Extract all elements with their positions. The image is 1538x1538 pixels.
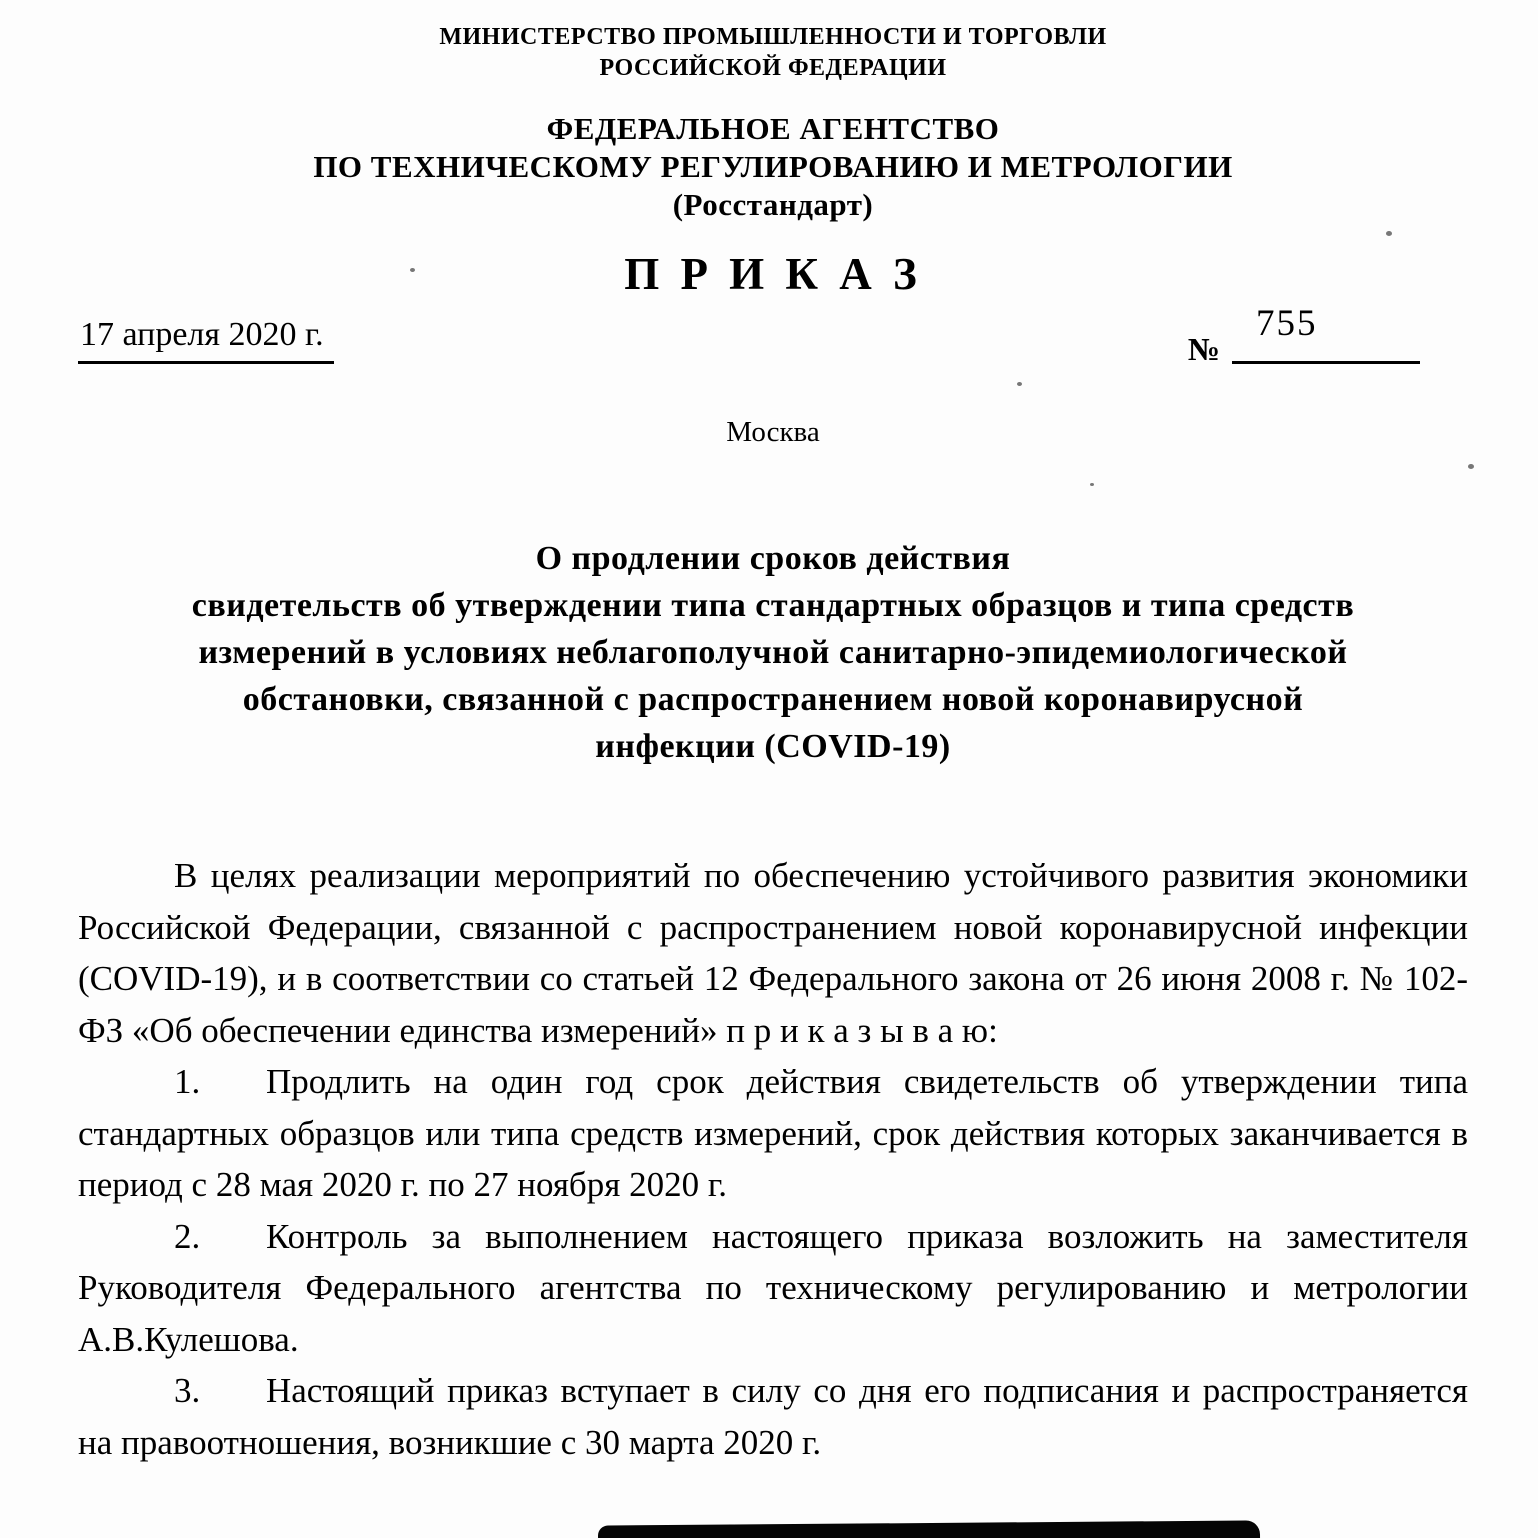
scan-speck [1386, 231, 1392, 236]
item-1-number: 1. [174, 1062, 201, 1101]
subject-line-2: свидетельств об утверждении типа стандартных образцов и типа средств [191, 587, 1355, 624]
order-city: Москва [726, 416, 820, 448]
scan-speck [1017, 382, 1022, 386]
item-2-number: 2. [174, 1216, 201, 1256]
subject-line-4: обстановки, связанной с распространением новой коронавирусной [242, 681, 1304, 718]
subject-line-1: О продлении сроков действия [535, 540, 1011, 577]
order-number-block [1187, 303, 1420, 367]
order-body [78, 850, 1468, 1468]
order-item-3 [78, 1365, 1468, 1468]
item-3-text: Настоящий приказ вступает в силу со дня его подписания и распространяется на правоотношения, возникшие с 30 марта 2020 г. [78, 1371, 1468, 1462]
order-item-2 [78, 1211, 1468, 1366]
order-subject [78, 535, 1468, 770]
agency-short-name: (Росстандарт) [672, 187, 874, 222]
item-1-text: Продлить на один год срок действия свидетельств об утверждении типа стандартных образцов или типа средств измерений, срок действия которых заканчивается в период с 28 мая 2020 г. по 27 ноября 2020 г. [78, 1062, 1468, 1204]
letterhead [78, 22, 1468, 224]
order-number-value: 755 [1256, 303, 1318, 344]
agency-line-2: ПО ТЕХНИЧЕСКОМУ РЕГУЛИРОВАНИЮ И МЕТРОЛОГИИ [313, 149, 1233, 184]
number-underline [1232, 303, 1420, 364]
order-item-1 [78, 1056, 1468, 1211]
ministry-line-2: РОССИЙСКОЙ ФЕДЕРАЦИИ [599, 55, 947, 81]
scan-artifact-bar [598, 1520, 1260, 1538]
subject-line-5: инфекции (COVID-19) [595, 728, 951, 765]
order-date: 17 апреля 2020 г. [78, 315, 334, 364]
number-sign: № [1187, 331, 1220, 367]
scan-speck [1090, 483, 1094, 486]
subject-line-3: измерений в условиях неблагополучной санитарно-эпидемиологической [198, 634, 1348, 671]
item-2-text: Контроль за выполнением настоящего приказа возложить на заместителя Руководителя Федерального агентства по техническому регулированию и метрологии А.В.Кулешова. [78, 1216, 1468, 1359]
agency-name [78, 110, 1468, 224]
date-number-row [78, 303, 1468, 367]
intro-paragraph: В целях реализации мероприятий по обеспечению устойчивого развития экономики Российской Федерации, связанной с распространением новой коронавирусной инфекции (COVID-19), и в соответствии со статьей 12 Федерального закона от 26 июня 2008 г. № 102-ФЗ «Об обеспечении единства измерений» п р и к а з ы в а ю: [78, 856, 1468, 1050]
item-3-number: 3. [174, 1371, 201, 1410]
agency-line-1: ФЕДЕРАЛЬНОЕ АГЕНТСТВО [546, 111, 1000, 146]
scan-speck [1468, 464, 1474, 469]
ministry-line-1: МИНИСТЕРСТВО ПРОМЫШЛЕННОСТИ И ТОРГОВЛИ [439, 24, 1107, 50]
scan-speck [410, 268, 415, 272]
document-type-title: П Р И К А З [624, 249, 922, 299]
ministry-name [78, 22, 1468, 84]
